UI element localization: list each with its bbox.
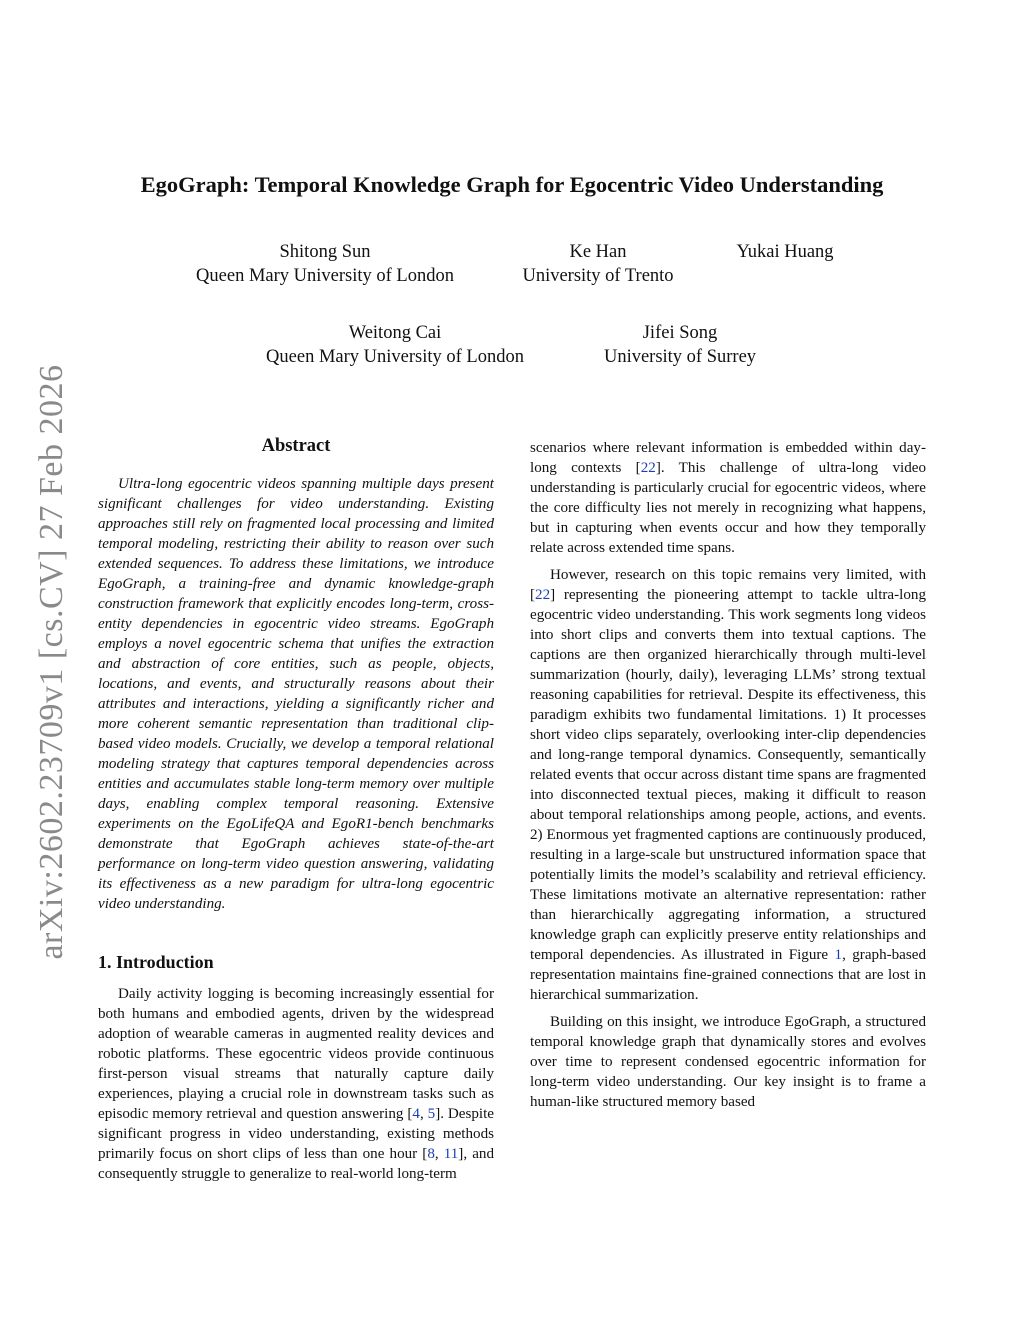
intro-paragraph-2 [530,565,926,1005]
right-column [530,438,926,1112]
figure-reference-link[interactable]: 1 [834,947,843,963]
author-block [498,240,698,288]
author-affiliation: University of Trento [522,266,674,286]
citation-link[interactable]: 8 [427,1146,435,1162]
author-block [175,240,475,288]
author-block [715,240,855,264]
citation-link[interactable]: 22 [640,460,656,476]
author-affiliation: University of Surrey [603,347,757,367]
author-block [580,321,780,369]
body-text: ]. Despite significant progress in video understanding, existing methods primarily focus on short clips of less than one hour [ [98,1106,495,1162]
author-name: Jifei Song [642,323,718,343]
arxiv-identifier: arXiv:2602.23709v1 [cs.CV] 27 Feb 2026 [33,364,70,960]
intro-paragraph-1 [98,984,494,1184]
body-text: scenarios where relevant information is embedded within day-long contexts [ [530,440,926,476]
author-name: Weitong Cai [348,323,442,343]
body-text: , [434,1146,444,1162]
body-text: ]. This challenge of ultra-long video understanding is particularly crucial for egocentric videos, where the core difficulty lies not merely in recognizing what happens, but in capturing when events occur and how they temporally relate across extended time spans. [530,460,926,556]
body-text: , [419,1106,428,1122]
introduction-heading: 1. Introduction [98,952,214,972]
author-name: Shitong Sun [279,242,371,262]
author-affiliation: Queen Mary University of London [196,266,454,286]
citation-link[interactable]: 11 [443,1146,459,1162]
abstract-text: Ultra-long egocentric videos spanning multiple days present significant challenges for video understanding. Existing approaches still rely on fragmented local processing and limited temporal modeling, restricting their ability to reason over such extended sequences. To address these limitations, we introduce EgoGraph, a training-free and dynamic knowledge-graph construction framework that explicitly encodes long-term, cross-entity dependencies in egocentric video streams. EgoGraph employs a novel egocentric schema that unifies the extraction and abstraction of core entities, such as people, objects, locations, and events, and structurally reasons about their attributes and interactions, yielding a significantly richer and more coherent semantic representation than traditional clip-based video models. Crucially, we develop a temporal relational modeling strategy that captures temporal dependencies across entities and accumulates stable long-term memory over multiple days, enabling complex temporal reasoning. Extensive experiments on the EgoLifeQA and EgoR1-bench benchmarks demonstrate that EgoGraph achieves state-of-the-art performance on long-term video question answering, validating its effectiveness as a new paradigm for ultra-long egocentric video understanding. [98,476,494,912]
left-column [98,436,494,1184]
body-text: However, research on this topic remains very limited, with [ [530,567,926,603]
intro-paragraph-3: Building on this insight, we introduce EgoGraph, a structured temporal knowledge graph that dynamically stores and evolves over time to represent condensed egocentric information for long-term video understanding. Our key insight is to frame a human-like structured memory based [530,1014,926,1110]
author-name: Ke Han [569,242,627,262]
citation-link[interactable]: 22 [535,587,551,603]
author-affiliation: Queen Mary University of London [266,347,524,367]
paper-title: EgoGraph: Temporal Knowledge Graph for Egocentric Video Understanding [140,172,884,197]
author-block [245,321,545,369]
citation-link[interactable]: 4 [412,1106,420,1122]
body-text: Daily activity logging is becoming increasingly essential for both humans and embodied agents, driven by the widespread adoption of wearable cameras in augmented reality devices and robotic platforms. These egocentric videos provide continuous first-person visual streams that naturally capture daily experiences, playing a crucial role in downstream tasks such as episodic memory retrieval and question answering [ [98,986,494,1122]
body-text: ] representing the pioneering attempt to tackle ultra-long egocentric video understanding. This work segments long videos into short clips and converts them into textual captions. The captions are then organized hierarchically through multi-level summarization (hourly, daily), leveraging LLMs’ strong textual reasoning capabilities for retrieval. Despite its effectiveness, this paradigm exhibits two fundamental limitations. 1) It processes short video clips separately, overlooking inter-clip dependencies and long-range temporal dynamics. Consequently, semantically related events that occur across distant time spans are fragmented into disconnected textual pieces, making it difficult to reason about temporal relationships among people, actions, and events. 2) Enormous yet fragmented captions are continuously produced, resulting in a large-scale but unstructured information space that potentially limits the model’s scalability and retrieval efficiency. These limitations motivate an alternative representation: rather than hierarchically aggregating information, a structured knowledge graph can explicitly preserve entity relationships and temporal dependencies. As illustrated in Figure [530,587,926,963]
abstract-heading: Abstract [261,436,331,456]
body-text: , graph-based representation maintains fine-grained connections that are lost in hierarchical summarization. [530,947,927,1003]
citation-link[interactable]: 5 [427,1106,436,1122]
body-text: ], and consequently struggle to generalize to real-world long-term [98,1146,494,1182]
intro-paragraph-1-continued [530,438,926,558]
author-name: Yukai Huang [736,242,834,262]
